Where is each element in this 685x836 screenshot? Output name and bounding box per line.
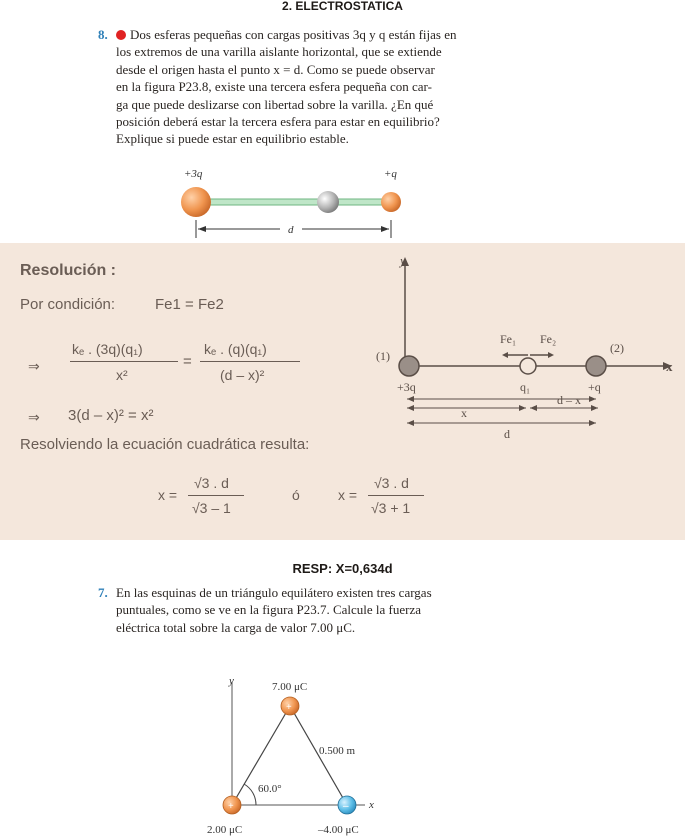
eq2: 3(d – x)² = x² bbox=[68, 407, 154, 424]
label-1: (1) bbox=[376, 349, 390, 363]
middle-sphere bbox=[317, 191, 339, 213]
solution2-denominator: √3 + 1 bbox=[371, 500, 411, 516]
dim-d-label: d bbox=[504, 427, 510, 441]
eq1-equals: = bbox=[183, 353, 192, 370]
problem-line: Explique si puede estar en equilibrio estable. bbox=[116, 131, 349, 147]
y-axis-label: y bbox=[400, 253, 406, 268]
figure-p23-7 bbox=[190, 670, 400, 836]
x-axis-label: x bbox=[369, 799, 374, 811]
problem-number: 7. bbox=[98, 585, 108, 600]
problem-line: posición deberá estar la tercera esfera para estar en equilibrio? bbox=[116, 114, 440, 130]
problem-number: 8. bbox=[98, 27, 108, 42]
large-sphere-3q bbox=[181, 187, 211, 217]
force-fe1-label: Fe₁ bbox=[500, 332, 517, 346]
section-header: 2. ELECTROSTATICA bbox=[282, 0, 403, 13]
solution-x-2: x = bbox=[338, 487, 358, 503]
answer-text: RESP: X=0,634d bbox=[292, 561, 393, 576]
problem-7 bbox=[98, 584, 506, 636]
angle-arc bbox=[244, 784, 256, 805]
side-length-label: 0.500 m bbox=[319, 745, 356, 757]
label-minus-4uc: –4.00 μC bbox=[318, 824, 359, 836]
figure-p23-8 bbox=[170, 160, 420, 245]
problem-line: en la figura P23.8, existe una tercera esfera pequeña con car- bbox=[116, 79, 432, 95]
resolution-diagram bbox=[360, 251, 680, 451]
label-d: d bbox=[288, 224, 294, 236]
svg-text:+: + bbox=[228, 801, 234, 812]
dim-d-minus-x-label: d – x bbox=[557, 393, 581, 407]
quadratic-text: Resolviendo la ecuación cuadrática resulta: bbox=[20, 436, 310, 453]
resolution-panel bbox=[0, 243, 685, 540]
resolution-title: Resolución : bbox=[20, 262, 117, 279]
svg-text:–: – bbox=[343, 800, 349, 812]
dim-x-label: x bbox=[461, 406, 467, 420]
solution1-denominator: √3 – 1 bbox=[192, 500, 231, 516]
condition-label: Por condición: bbox=[20, 296, 116, 313]
condition-equation: Fe1 = Fe2 bbox=[155, 296, 224, 313]
charge-2-sphere bbox=[586, 356, 606, 376]
y-axis-label: y bbox=[229, 675, 234, 687]
or-word: ó bbox=[292, 487, 300, 503]
force-fe2-label: Fe₂ bbox=[540, 332, 557, 346]
label-plus-q: +q bbox=[384, 168, 397, 180]
solution1-numerator: √3 . d bbox=[194, 475, 229, 491]
problem-line: puntuales, como se ve en la figura P23.7. Calcule la fuerza bbox=[116, 602, 422, 618]
label-plus-q: +q bbox=[588, 380, 601, 394]
problem-line: desde el origen hasta el punto x = d. Como se puede observar bbox=[116, 61, 435, 77]
label-plus-3q: +3q bbox=[397, 380, 416, 394]
charge-1-sphere bbox=[399, 356, 419, 376]
svg-text:+: + bbox=[286, 702, 292, 713]
solution-x-1: x = bbox=[158, 487, 178, 503]
label-7uc: 7.00 μC bbox=[272, 681, 308, 693]
eq1-right-numerator: kₑ . (q)(q₁) bbox=[204, 341, 267, 357]
eq1-left-denominator: x² bbox=[116, 367, 128, 383]
small-sphere-q bbox=[381, 192, 401, 212]
problem-line: Dos esferas pequeñas con cargas positivas 3q y q están fijas en bbox=[116, 26, 506, 43]
label-2uc: 2.00 μC bbox=[207, 824, 243, 836]
x-axis-label: x bbox=[666, 359, 673, 374]
label-q1: q₁ bbox=[520, 380, 531, 394]
implies-arrow: ⇒ bbox=[28, 409, 40, 425]
red-bullet-icon bbox=[116, 30, 126, 40]
problem-line: eléctrica total sobre la carga de valor 7.00 μC. bbox=[116, 619, 356, 635]
problem-line: En las esquinas de un triángulo equilátero existen tres cargas bbox=[116, 585, 432, 600]
problem-line: los extremos de una varilla aislante horizontal, que se extiende bbox=[116, 44, 442, 60]
insulating-rod bbox=[198, 199, 393, 205]
eq1-right-denominator: (d – x)² bbox=[220, 367, 265, 383]
eq1-left-numerator: kₑ . (3q)(q₁) bbox=[72, 341, 143, 357]
implies-arrow: ⇒ bbox=[28, 358, 40, 374]
solution2-numerator: √3 . d bbox=[374, 475, 409, 491]
problem-8 bbox=[98, 26, 506, 148]
label-2: (2) bbox=[610, 341, 624, 355]
problem-line: ga que puede deslizarse con libertad sobre la varilla. ¿En qué bbox=[116, 96, 434, 112]
charge-q1-sphere bbox=[520, 358, 536, 374]
label-plus-3q: +3q bbox=[184, 168, 203, 180]
angle-label: 60.0° bbox=[258, 783, 282, 795]
